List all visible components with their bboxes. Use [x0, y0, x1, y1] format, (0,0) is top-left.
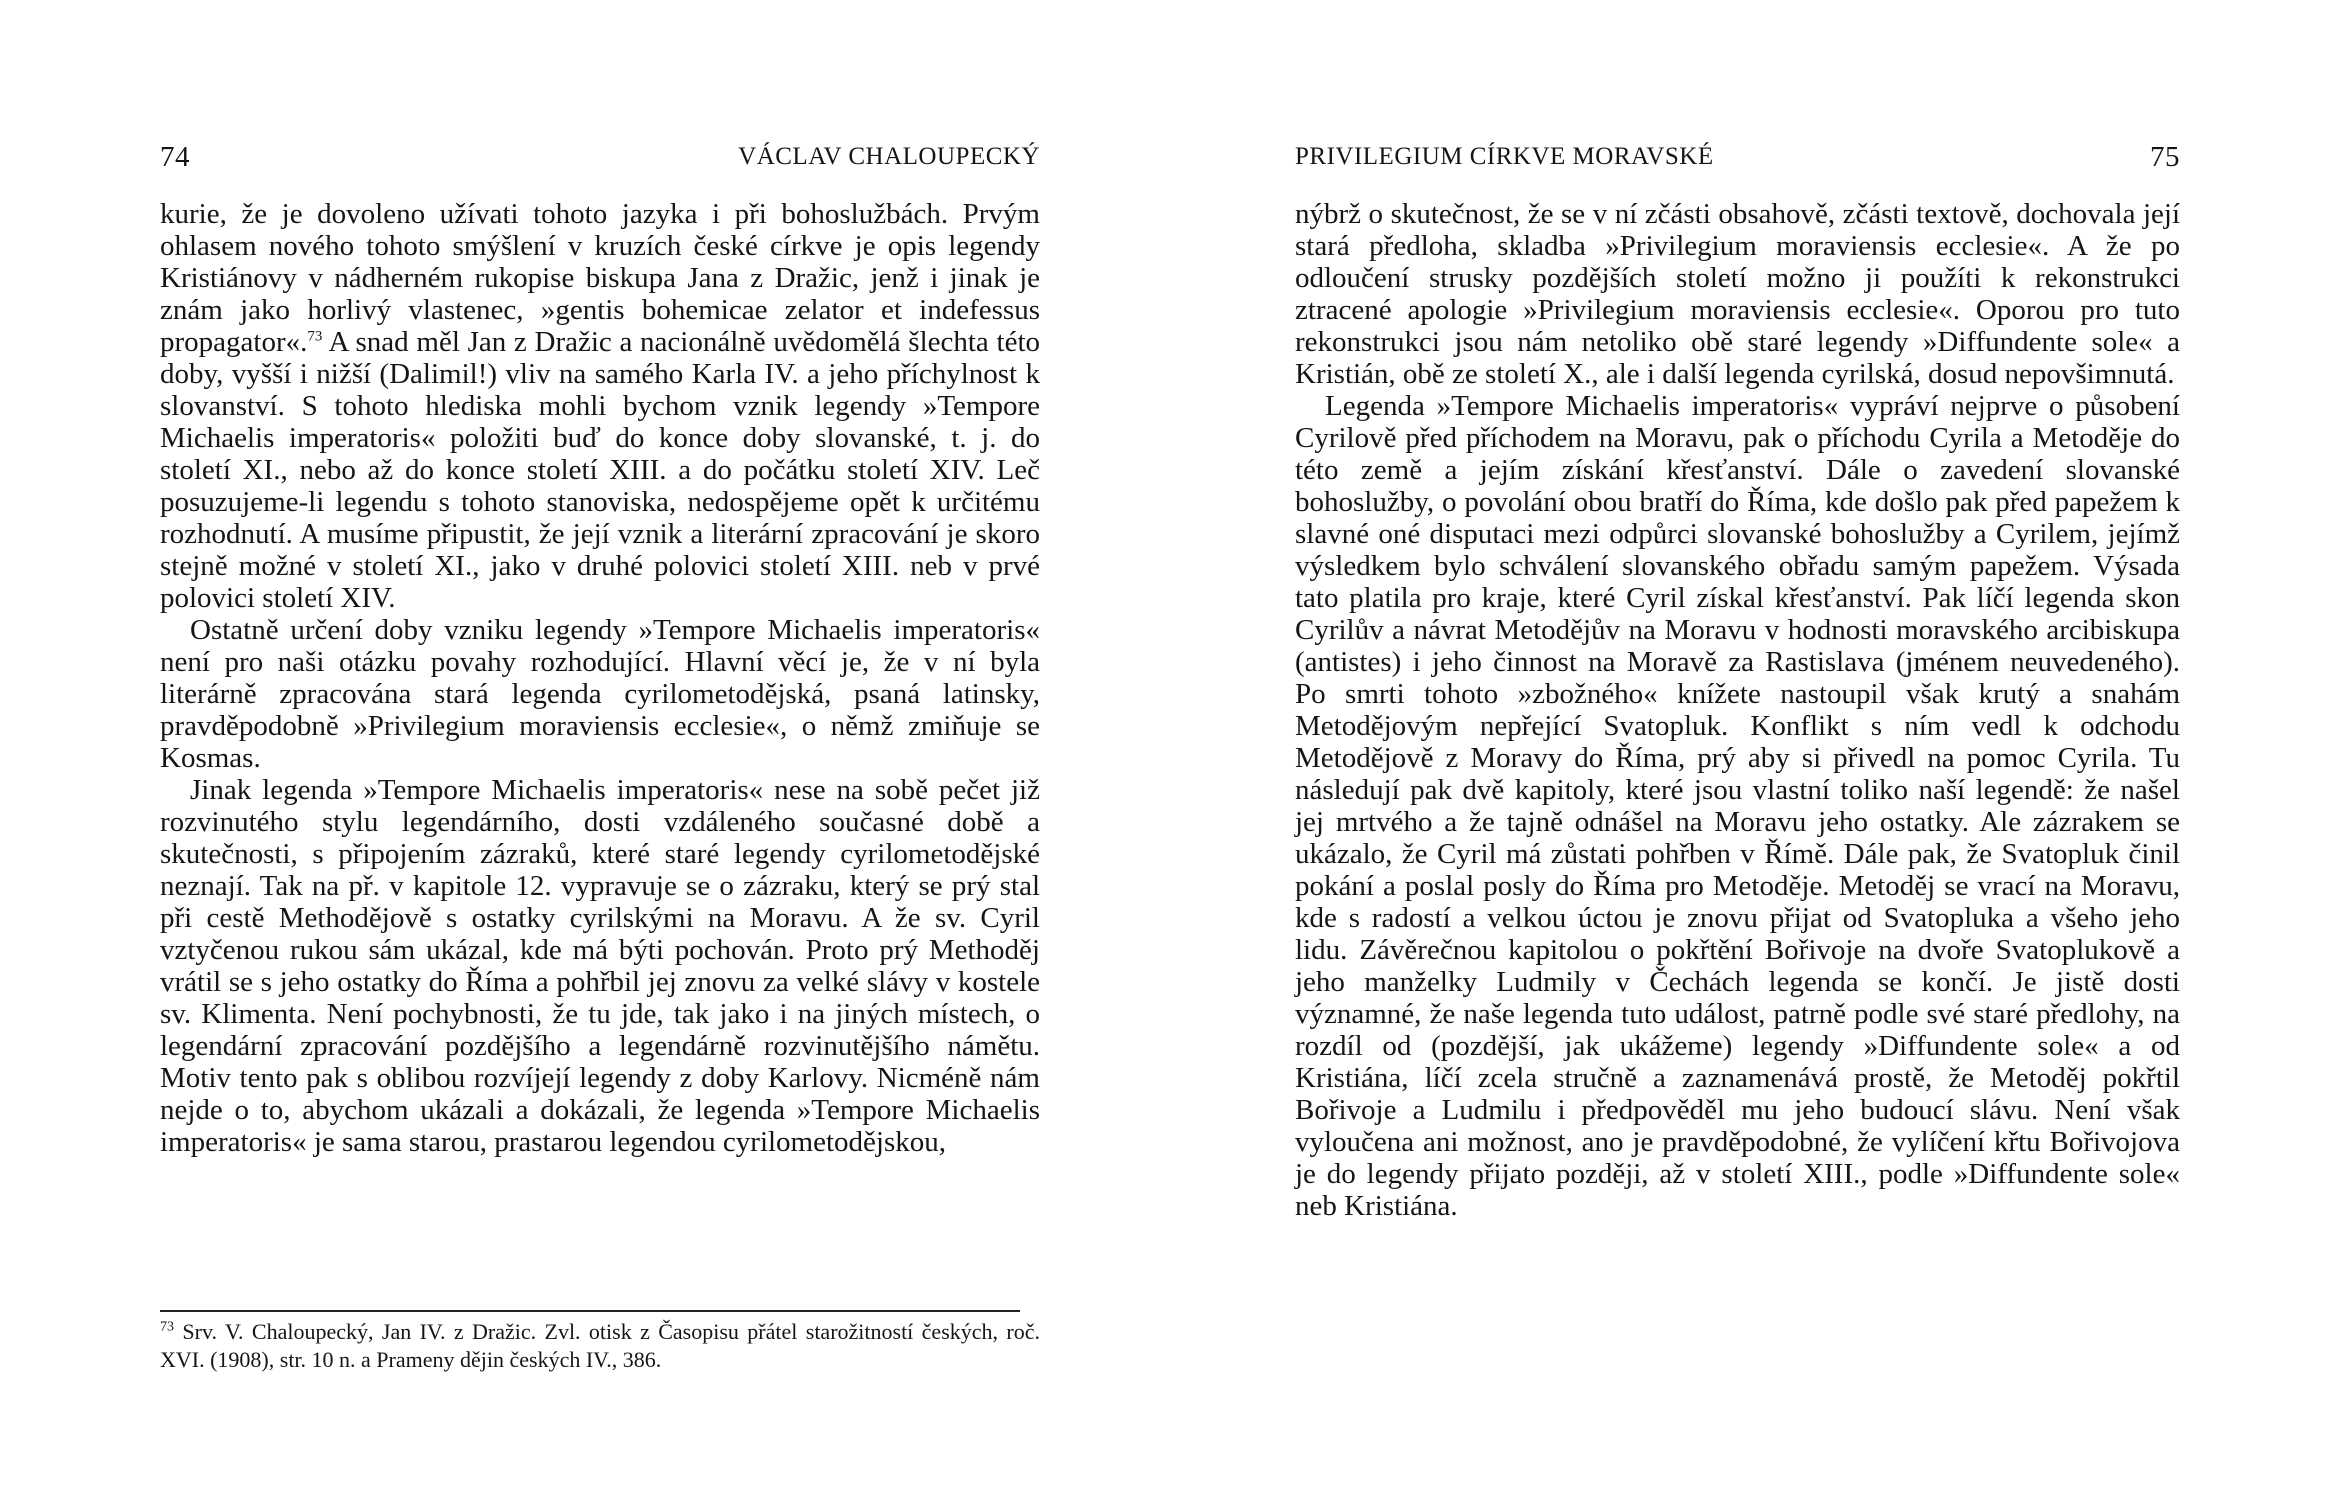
right-page-body [1295, 198, 2180, 1222]
paragraph: nýbrž o skutečnost, že se v ní zčásti obsahově, zčásti textově, dochovala její stará předloha, skladba »Privilegium moraviensis ecclesie«. A že po odloučení strusky pozdějších století možno ji použíti k rekonstrukci ztracené apologie »Privilegium moraviensis ecclesie«. Oporou pro tuto rekonstrukci jsou nám netoliko obě staré legendy »Diffundente sole« a Kristián, obě ze století X., ale i další legenda cyrilská, dosud nepovšimnutá. [1295, 198, 2180, 390]
paragraph-text: A snad měl Jan z Dražic a nacionálně uvědomělá šlechta této doby, vyšší i nižší (Dalimil!) vliv na samého Karla IV. a jeho příchylnost k slovanství. S tohoto hlediska mohli bychom vznik legendy »Tempore Michaelis imperatoris« položiti buď do konce doby slovanské, t. j. do století XI., nebo až do konce století XIII. a do počátku století XIV. Leč posuzujeme-li legendu s tohoto stanoviska, nedospějeme opět k určitému rozhodnutí. A musíme připustit, že její vznik a literární zpracování je skoro stejně možné v století XI., jako v druhé polovici století XIII. neb v prvé polovici století XIV. [160, 326, 1040, 614]
paragraph: Legenda »Tempore Michaelis imperatoris« vypráví nejprve o působení Cyrilově před příchodem na Moravu, pak o příchodu Cyrila a Metoděje do této země a jejím získání křesťanství. Dále o zavedení slovanské bohoslužby, o povolání obou bratří do Říma, kde došlo pak před papežem k slavné oné disputaci mezi odpůrci slovanské bohoslužby a Cyrilem, jejímž výsledkem bylo schválení slovanského obřadu samým papežem. Výsada tato platila pro kraje, které Cyril získal křesťanství. Pak líčí legenda skon Cyrilův a návrat Metodějův na Moravu v hodnosti moravského arcibiskupa (antistes) i jeho činnost na Moravě za Rastislava (jménem neuvedeného). Po smrti tohoto »zbožného« knížete nastoupil však krutý a snahám Metodějovým nepřející Svatopluk. Konflikt s ním vedl k odchodu Metodějově z Moravy do Říma, prý aby si přivedl na pomoc Cyrila. Tu následují pak dvě kapitoly, které jsou vlastní toliko naší legendě: že našel jej mrtvého a že tajně odnášel na Moravu jeho ostatky. Ale zázrakem se ukázalo, že Cyril má zůstati pohřben v Římě. Dále pak, že Svatopluk činil pokání a poslal posly do Říma pro Metoděje. Metoděj se vrací na Moravu, kde s radostí a velkou úctou je znovu přijat od Svatopluka a všeho jeho lidu. Závěrečnou kapitolou o pokřtění Bořivoje na dvoře Svatoplukově a jeho manželky Ludmily v Čechách legenda se končí. Je jistě dosti významné, že naše legenda tuto událost, patrně podle své staré předlohy, na rozdíl od (pozdější, jak ukážeme) legendy »Diffundente sole« a od Kristiána, líčí zcela stručně a zaznamenává prostě, že Metoděj pokřtil Bořivoje a Ludmilu i předpověděl mu jeho budoucí slávu. Není však vyloučena ani možnost, ano je pravděpodobné, že vylíčení křtu Bořivojova je do legendy přijato později, až v století XIII., podle »Diffundente sole« neb Kristiána. [1295, 390, 2180, 1222]
right-page [1295, 0, 2180, 1500]
footnote-divider [160, 1310, 1020, 1312]
left-page-body [160, 198, 1040, 1158]
footnote-text: Srv. V. Chaloupecký, Jan IV. z Dražic. Zvl. otisk z Časopisu přátel starožitností českých, roč. XVI. (1908), str. 10 n. a Prameny dějin českých IV., 386. [160, 1319, 1040, 1372]
left-page [160, 0, 1040, 1500]
paragraph: Ostatně určení doby vzniku legendy »Tempore Michaelis imperatoris« není pro naši otázku povahy rozhodující. Hlavní věcí je, že v ní byla literárně zpracována stará legenda cyrilometodějská, psaná latinsky, pravděpodobně »Privilegium moraviensis ecclesie«, o němž zmiňuje se Kosmas. [160, 614, 1040, 774]
footnote [160, 1318, 1040, 1374]
right-page-header [1295, 141, 2180, 173]
paragraph-text: kurie, že je dovoleno užívati tohoto jazyka i při bohoslužbách. Prvým ohlasem nového tohoto smýšlení v kruzích české církve je opis legendy Kristiánovy v nádherném rukopise biskupa Jana z Dražic, jenž i jinak je znám jako horlivý vlastenec, »gentis bohemicae zelator et indefessus propagator«. [160, 198, 1040, 358]
page-number: 74 [160, 141, 190, 173]
running-head: VÁCLAV CHALOUPECKÝ [738, 143, 1040, 170]
footnote-reference: 73 [307, 328, 323, 345]
left-page-header [160, 141, 1040, 173]
footnote-mark: 73 [160, 1319, 174, 1335]
paragraph: Jinak legenda »Tempore Michaelis imperatoris« nese na sobě pečet již rozvinutého stylu legendárního, dosti vzdáleného současné době a skutečnosti, s připojením zázraků, které staré legendy cyrilometodějské neznají. Tak na př. v kapitole 12. vypravuje se o zázraku, který se prý stal při cestě Methodějově s ostatky cyrilskými na Moravu. A že sv. Cyril vztyčenou rukou sám ukázal, kde má býti pochován. Proto prý Methoděj vrátil se s jeho ostatky do Říma a pohřbil jej znovu za velké slávy v kostele sv. Klimenta. Není pochybnosti, že tu jde, tak jako i na jiných místech, o legendární zpracování pozdějšího a legendárně rozvinutějšího námětu. Motiv tento pak s oblibou rozvíjejí legendy z doby Karlovy. Nicméně nám nejde o to, abychom ukázali a dokázali, že legenda »Tempore Michaelis imperatoris« je sama starou, prastarou legendou cyrilometodějskou, [160, 774, 1040, 1158]
page-number: 75 [2150, 141, 2180, 173]
paragraph [160, 198, 1040, 614]
running-head: PRIVILEGIUM CÍRKVE MORAVSKÉ [1295, 143, 1714, 170]
